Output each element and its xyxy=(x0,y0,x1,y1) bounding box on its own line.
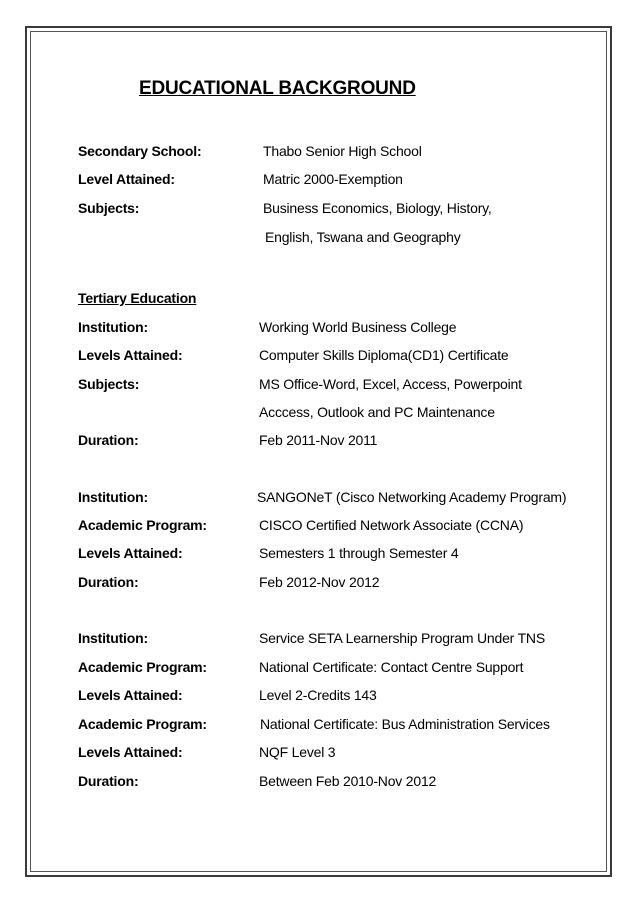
page-title: EDUCATIONAL BACKGROUND xyxy=(139,78,416,99)
level-attained-value: Matric 2000-Exemption xyxy=(263,171,403,187)
institution-label: Institution: xyxy=(78,630,148,646)
institution-value: SANGONeT (Cisco Networking Academy Program) xyxy=(257,489,567,505)
duration-label: Duration: xyxy=(78,574,139,590)
subjects-label: Subjects: xyxy=(78,376,140,392)
levels-attained-label: Levels Attained: xyxy=(78,687,183,703)
institution-label: Institution: xyxy=(78,489,148,505)
levels-attained-label: Levels Attained: xyxy=(78,744,183,760)
institution-value: Service SETA Learnership Program Under TNS xyxy=(259,630,545,646)
levels-attained-value: Computer Skills Diploma(CD1) Certificate xyxy=(259,347,509,363)
duration-label: Duration: xyxy=(78,773,139,789)
academic-program-value: National Certificate: Bus Administration Services xyxy=(260,716,550,732)
levels-attained-label: Levels Attained: xyxy=(78,545,183,561)
institution-value: Working World Business College xyxy=(259,319,457,335)
academic-program-label: Academic Program: xyxy=(78,659,207,675)
subjects-value-line2: Acccess, Outlook and PC Maintenance xyxy=(259,404,495,420)
institution-label: Institution: xyxy=(78,319,148,335)
secondary-school-value: Thabo Senior High School xyxy=(263,143,422,159)
subjects-value-line2: English, Tswana and Geography xyxy=(265,229,461,245)
levels-attained-value: NQF Level 3 xyxy=(259,744,336,760)
level-attained-label: Level Attained: xyxy=(78,171,175,187)
duration-value: Between Feb 2010-Nov 2012 xyxy=(259,773,437,789)
academic-program-value: CISCO Certified Network Associate (CCNA) xyxy=(259,517,524,533)
academic-program-label: Academic Program: xyxy=(78,716,207,732)
duration-value: Feb 2011-Nov 2011 xyxy=(259,432,378,448)
levels-attained-label: Levels Attained: xyxy=(78,347,183,363)
subjects-value-line1: Business Economics, Biology, History, xyxy=(263,200,492,216)
academic-program-label: Academic Program: xyxy=(78,517,207,533)
subjects-value-line1: MS Office-Word, Excel, Access, Powerpoint xyxy=(259,376,522,392)
duration-value: Feb 2012-Nov 2012 xyxy=(259,574,380,590)
secondary-school-label: Secondary School: xyxy=(78,143,202,159)
academic-program-value: National Certificate: Contact Centre Support xyxy=(259,659,524,675)
tertiary-education-heading: Tertiary Education xyxy=(78,290,197,306)
duration-label: Duration: xyxy=(78,432,139,448)
levels-attained-value: Semesters 1 through Semester 4 xyxy=(259,545,459,561)
subjects-label: Subjects: xyxy=(78,200,140,216)
levels-attained-value: Level 2-Credits 143 xyxy=(259,687,377,703)
